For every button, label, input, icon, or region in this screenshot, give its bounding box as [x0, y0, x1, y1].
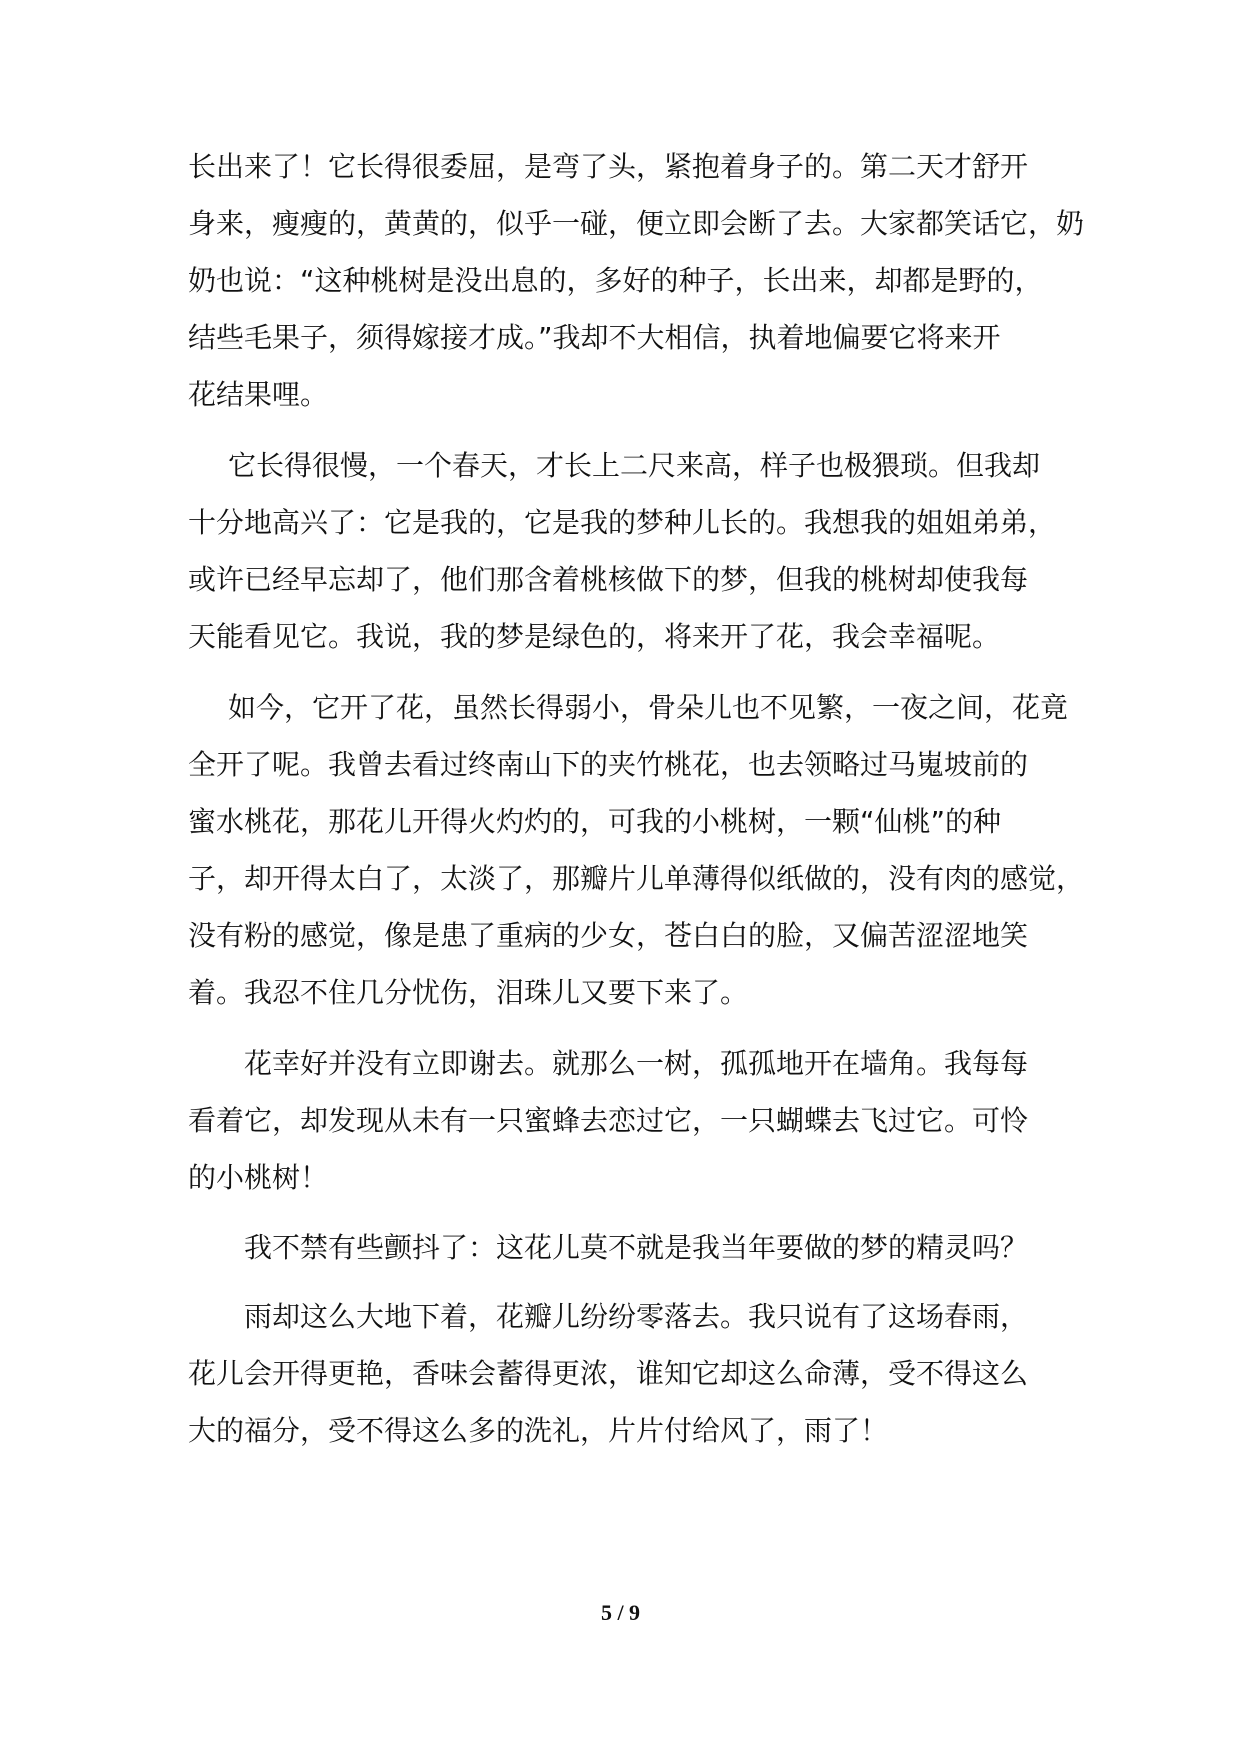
text-line: 花结果哩。 [188, 378, 329, 411]
text-line: 没有粉的感觉，像是患了重病的少女，苍白白的脸，又偏苦涩涩地笑 [188, 919, 1029, 952]
text-line: 全开了呢。我曾去看过终南山下的夹竹桃花，也去领略过马嵬坡前的 [188, 748, 1029, 781]
text-line: 花幸好并没有立即谢去。就那么一树，孤孤地开在墙角。我每每 [244, 1047, 1029, 1080]
text-line: 花儿会开得更艳，香味会蓄得更浓，谁知它却这么命薄，受不得这么 [188, 1357, 1029, 1390]
text-line: 奶也说：“这种桃树是没出息的，多好的种子，长出来，却都是野的， [188, 264, 1043, 297]
text-line: 蜜水桃花，那花儿开得火灼灼的，可我的小桃树，一颗“仙桃”的种 [188, 805, 1002, 838]
text-line: 结些毛果子，须得嫁接才成。”我却不大相信，执着地偏要它将来开 [188, 321, 1001, 354]
text-line: 看着它，却发现从未有一只蜜蜂去恋过它，一只蝴蝶去飞过它。可怜 [188, 1104, 1029, 1137]
text-line: 我不禁有些颤抖了：这花儿莫不就是我当年要做的梦的精灵吗？ [244, 1231, 1029, 1264]
text-line: 大的福分，受不得这么多的洗礼，片片付给风了，雨了！ [188, 1414, 889, 1447]
text-line: 着。我忍不住几分忧伤，泪珠儿又要下来了。 [188, 976, 749, 1009]
text-line: 十分地高兴了：它是我的，它是我的梦种儿长的。我想我的姐姐弟弟， [188, 506, 1057, 539]
text-line: 如今，它开了花，虽然长得弱小，骨朵儿也不见繁，一夜之间，花竟 [228, 691, 1069, 724]
text-line: 天能看见它。我说，我的梦是绿色的，将来开了花，我会幸福呢。 [188, 620, 1001, 653]
page-number: 5 / 9 [600, 1600, 641, 1625]
text-line: 或许已经早忘却了，他们那含着桃核做下的梦，但我的桃树却使我每 [188, 563, 1029, 596]
text-line: 身来，瘦瘦的，黄黄的，似乎一碰，便立即会断了去。大家都笑话它，奶 [188, 207, 1085, 240]
text-line: 它长得很慢，一个春天，才长上二尺来高，样子也极猥琐。但我却 [228, 449, 1041, 482]
text-line: 雨却这么大地下着，花瓣儿纷纷零落去。我只说有了这场春雨， [244, 1300, 1029, 1333]
text-line: 长出来了！它长得很委屈，是弯了头，紧抱着身子的。第二天才舒开 [188, 150, 1029, 183]
text-line: 的小桃树！ [188, 1161, 329, 1194]
text-line: 子，却开得太白了，太淡了，那瓣片儿单薄得似纸做的，没有肉的感觉， [188, 862, 1085, 895]
